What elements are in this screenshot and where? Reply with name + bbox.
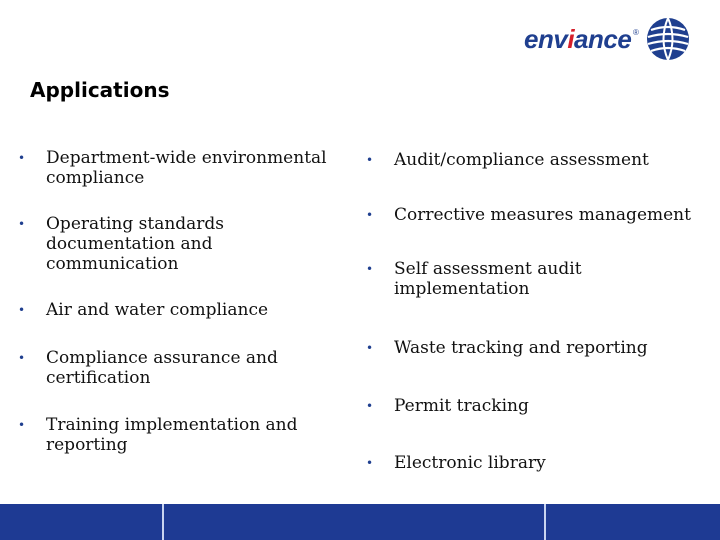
- bullet-icon: •: [366, 399, 374, 413]
- list-item: [366, 338, 706, 358]
- list-item: [18, 415, 318, 455]
- slide-title: Applications: [30, 78, 170, 102]
- list-item: [18, 348, 308, 388]
- footer-divider: [544, 504, 546, 540]
- bullet-icon: •: [18, 151, 26, 165]
- list-item: [366, 396, 706, 416]
- list-item-text: Compliance assurance and certification: [46, 348, 278, 388]
- list-item-text: Corrective measures management: [394, 205, 691, 225]
- list-item: [366, 150, 706, 170]
- bullet-icon: •: [366, 262, 374, 276]
- bullet-icon: •: [366, 341, 374, 355]
- list-item-text: Air and water compliance: [46, 300, 269, 320]
- list-item: [18, 214, 248, 274]
- bullet-icon: •: [366, 456, 374, 470]
- list-item: [18, 300, 338, 320]
- registered-mark: ®: [633, 28, 639, 37]
- list-item: [366, 453, 706, 473]
- bullet-icon: •: [18, 303, 26, 317]
- bullet-icon: •: [18, 351, 26, 365]
- list-item: [18, 148, 338, 188]
- list-item-text: Permit tracking: [394, 396, 529, 416]
- list-item-text: Audit/compliance assessment: [394, 150, 649, 170]
- globe-icon: [645, 16, 691, 62]
- bullet-icon: •: [366, 208, 374, 222]
- list-item-text: Electronic library: [394, 453, 546, 473]
- bullet-icon: •: [18, 418, 26, 432]
- list-item-text: Training implementation and reporting: [46, 415, 298, 455]
- bullet-icon: •: [18, 217, 26, 231]
- bullet-icon: •: [366, 153, 374, 167]
- list-item-text: Operating standards documentation and communication: [46, 214, 225, 274]
- footer-bar: [0, 504, 720, 540]
- enviance-logo: [520, 14, 710, 64]
- list-item: [366, 259, 616, 299]
- list-item-text: Department-wide environmental compliance: [46, 148, 327, 188]
- logo-wordmark: enviance: [524, 24, 632, 54]
- list-item-text: Self assessment audit implementation: [394, 259, 582, 299]
- list-item: [366, 205, 706, 225]
- footer-divider: [162, 504, 164, 540]
- list-item-text: Waste tracking and reporting: [394, 338, 648, 358]
